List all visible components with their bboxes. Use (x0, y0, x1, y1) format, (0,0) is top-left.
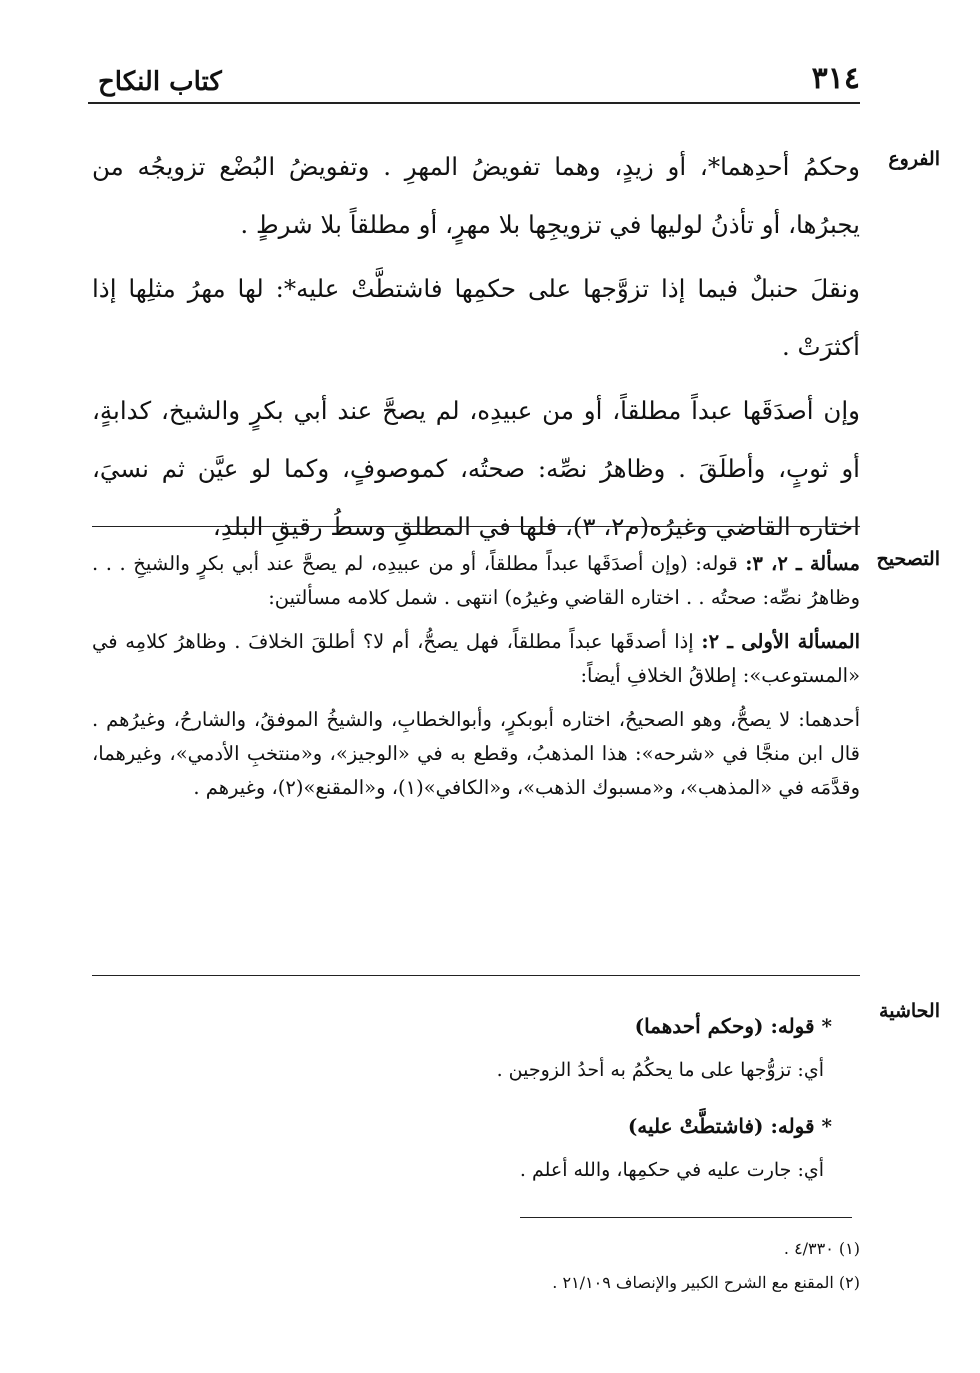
hashiya-text (92, 1004, 832, 1204)
footnotes (92, 1234, 860, 1302)
tashih-text (92, 547, 860, 815)
tashih-body-2: إذا أصدقَها عبداً مطلقاً، فهل يصحُّ، أم لا؟ أطلقَ الخلافَ . وظاهرُ كلامِه في «المستوعب»: إطلاقُ الخلافِ أيضاً: (92, 630, 860, 687)
divider-tashih (92, 975, 860, 976)
hashiya-heading-2: * قوله: (فاشتطَّتْ عليه) (627, 1114, 832, 1138)
tashih-lead-1: مسألة ـ ٢، ٣: (745, 552, 860, 575)
tashih-paragraph-2 (92, 625, 860, 693)
tashih-paragraph-3: أحدهما: لا يصحُّ، وهو الصحيحُ، اختاره أبوبكرٍ، وأبوالخطابِ، والشيخُ الموفقُ، والشارحُ، وغيرُهم . قال ابن منجَّا في «شرحه»: هذا المذهبُ، وقطع به في «الوجيز»، و«منتخبِ الأدمي»، وغيرهما، وقدَّمَه في «المذهب»، و«مسبوك الذهب»، و«الكافي»(١)، و«المقنع»(٢)، وغيرهم . (92, 708, 860, 799)
tashih-body-1: قوله: (وإن أصدَقَها عبداً مطلقاً، أو من عبيدِه، لم يصحَّ عند أبي بكرٍ والشيخِ . . . وظاهرُ نصِّه: صحتُه . . اختاره القاضي وغيرُه) انتهى . شمل كلامه مسألتين: (92, 552, 860, 609)
tashih-lead-2: المسألة الأولى ـ ٢: (701, 630, 861, 653)
label-furu: الفروع (888, 148, 940, 170)
tashih-paragraph-1 (92, 547, 860, 615)
main-text (92, 138, 860, 562)
divider-main (92, 526, 860, 527)
hashiya-body-1: أي: تزوُّجها على ما يحكُمُ به أحدُ الزوجين . (496, 1059, 824, 1081)
footnote-2: (٢) المقنع مع الشرح الكبير والإنصاف ٢١/١٠٩ . (552, 1273, 860, 1292)
hashiya-body-2: أي: جارت عليه في حكمِها، والله أعلم . (519, 1159, 824, 1181)
hashiya-heading-1: * قوله: (وحكم أحدهما) (634, 1014, 832, 1038)
main-paragraph-1: وحكمُ أحدِهما*، أو زيدٍ، وهما تفويضُ المهرِ . وتفويضُ البُضْع تزويجُه من يجبرُها، أو تأذنُ لوليها في تزويجِها بلا مهرٍ، أو مطلقاً بلا شرطٍ . (92, 152, 860, 239)
main-paragraph-2: ونقلَ حنبلٌ فيما إذا تزوَّجها على حكمِها فاشتطَّتْ عليه*: لها مهرُ مثلِها إذا أكثرَتْ . (92, 274, 860, 361)
page-number: ٣١٤ (811, 61, 860, 96)
main-paragraph-3: وإن أصدَقَها عبداً مطلقاً، أو من عبيدِه، لم يصحَّ عند أبي بكرٍ والشيخ، كدابةٍ، أو ثوبٍ، وأطلَقَ . وظاهرُ نصِّه: صحتُه، كموصوفٍ، وكما لو عيَّن ثم نسيَ، اختاره القاضي وغيرُه(م٢، ٣)، فلها في المطلقِ وسطُ رقيقِ البلدِ، (92, 396, 860, 541)
footnote-1: (١) ٤/٣٣٠ . (783, 1239, 860, 1258)
label-hashiya: الحاشية (879, 1000, 940, 1022)
page-header (88, 62, 860, 104)
footnote-rule (520, 1217, 852, 1218)
book-title: كتاب النكاح (98, 67, 222, 97)
label-tashih: التصحيح (876, 548, 940, 570)
